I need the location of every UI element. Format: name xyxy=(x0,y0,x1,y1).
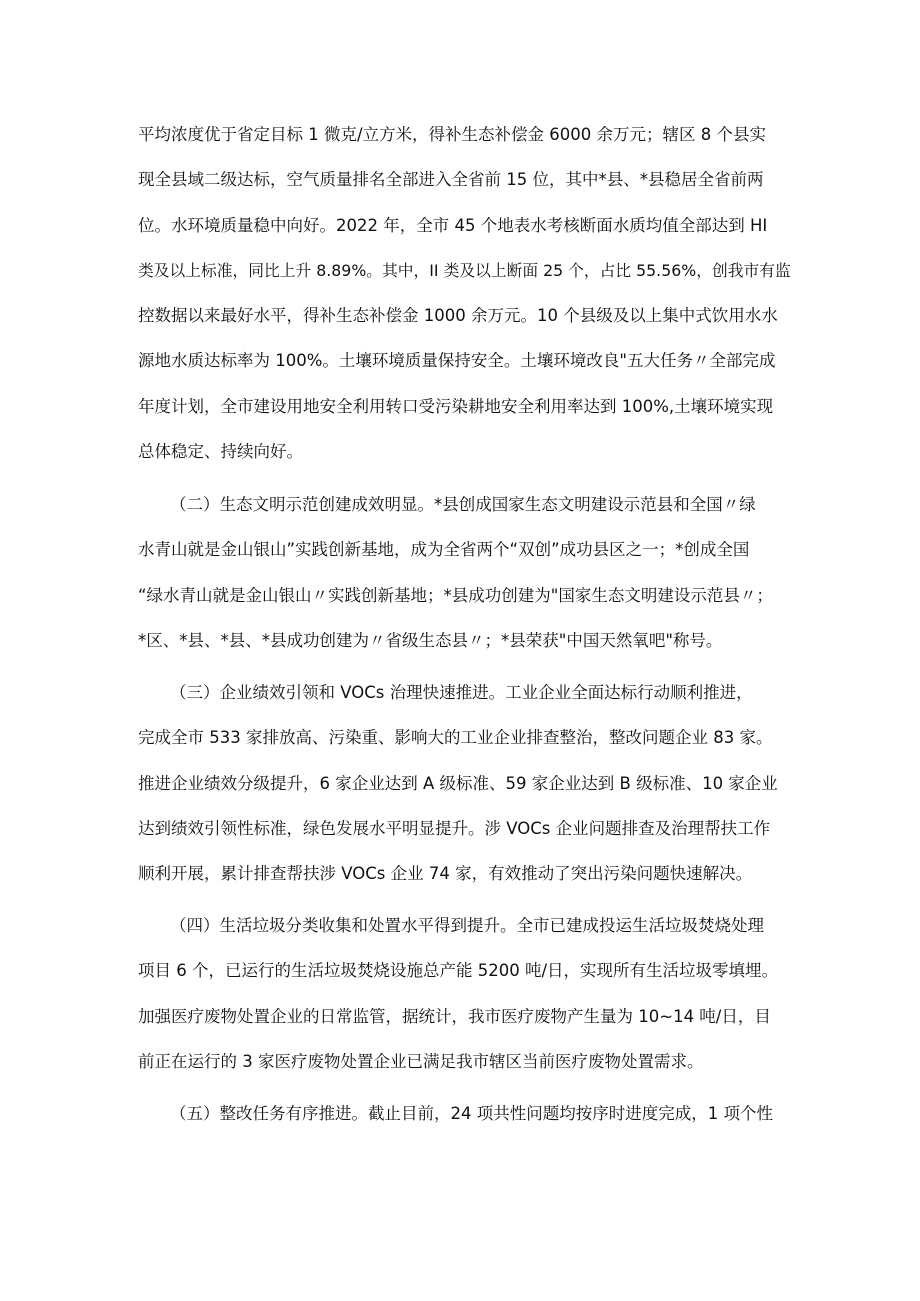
paragraph-3-line-5: 顺利开展，累计排查帮扶涉 VOCs 企业 74 家，有效推动了突出污染问题快速解决。 xyxy=(138,864,753,883)
paragraph-1-line-8: 总体稳定、持续向好。 xyxy=(138,442,303,461)
paragraph-3-line-3: 推进企业绩效分级提升，6 家企业达到 A 级标准、59 家企业达到 B 级标准、10 家企业 xyxy=(138,774,778,793)
paragraph-1-line-4: 类及以上标准，同比上升 8.89%。其中，II 类及以上断面 25 个，占比 55.56%，创我市有监 xyxy=(138,261,791,280)
paragraph-1-line-6: 源地水质达标率为 100%。土壤环境质量保持安全。土壤环境改良"五大任务〃全部完成 xyxy=(138,351,776,370)
paragraph-2-line-2: 水青山就是金山银山”实践创新基地，成为全省两个“双创”成功县区之一；*创成全国 xyxy=(138,540,750,559)
paragraph-3-line-4: 达到绩效引领性标准，绿色发展水平明显提升。涉 VOCs 企业问题排查及治理帮扶工作 xyxy=(138,819,771,838)
paragraph-2-line-3: “绿水青山就是金山银山〃实践创新基地；*县成功创建为"国家生态文明建设示范县〃； xyxy=(138,586,773,605)
paragraph-4-line-4: 前正在运行的 3 家医疗废物处置企业已满足我市辖区当前医疗废物处置需求。 xyxy=(138,1052,704,1071)
paragraph-1-line-7: 年度计划，全市建设用地安全利用转口受污染耕地安全利用率达到 100%,土壤环境实现 xyxy=(138,397,774,416)
paragraph-1-line-3: 位。水环境质量稳中向好。2022 年，全市 45 个地表水考核断面水质均值全部达到 HI xyxy=(138,216,768,235)
paragraph-2-line-1: （二）生态文明示范创建成效明显。*县创成国家生态文明建设示范县和全国〃绿 xyxy=(170,495,756,514)
paragraph-1-line-1: 平均浓度优于省定目标 1 微克/立方米，得补生态补偿金 6000 余万元；辖区 8 个县实 xyxy=(138,125,767,144)
paragraph-2-line-4: *区、*县、*县、*县成功创建为〃省级生态县〃；*县荣获"中国天然氧吧"称号。 xyxy=(138,631,723,650)
paragraph-4-line-2: 项目 6 个，已运行的生活垃圾焚烧设施总产能 5200 吨/日，实现所有生活垃圾零填埋。 xyxy=(138,961,779,980)
paragraph-1-line-2: 现全县域二级达标，空气质量排名全部进入全省前 15 位，其中*县、*县稳居全省前两 xyxy=(138,170,764,189)
paragraph-1-line-5: 控数据以来最好水平，得补生态补偿金 1000 余万元。10 个县级及以上集中式饮用水水 xyxy=(138,306,778,325)
paragraph-4-line-3: 加强医疗废物处置企业的日常监管，据统计，我市医疗废物产生量为 10~14 吨/日，目 xyxy=(138,1007,771,1026)
paragraph-5-line-1: （五）整改任务有序推进。截止目前，24 项共性问题均按序时进度完成，1 项个性 xyxy=(170,1104,773,1123)
paragraph-4-line-1: （四）生活垃圾分类收集和处置水平得到提升。全市已建成投运生活垃圾焚烧处理 xyxy=(170,916,764,935)
paragraph-3-line-2: 完成全市 533 家排放高、污染重、影响大的工业企业排查整治，整改问题企业 83 家。 xyxy=(138,728,773,747)
paragraph-3-line-1: （三）企业绩效引领和 VOCs 治理快速推进。工业企业全面达标行动顺利推进， xyxy=(170,683,753,702)
